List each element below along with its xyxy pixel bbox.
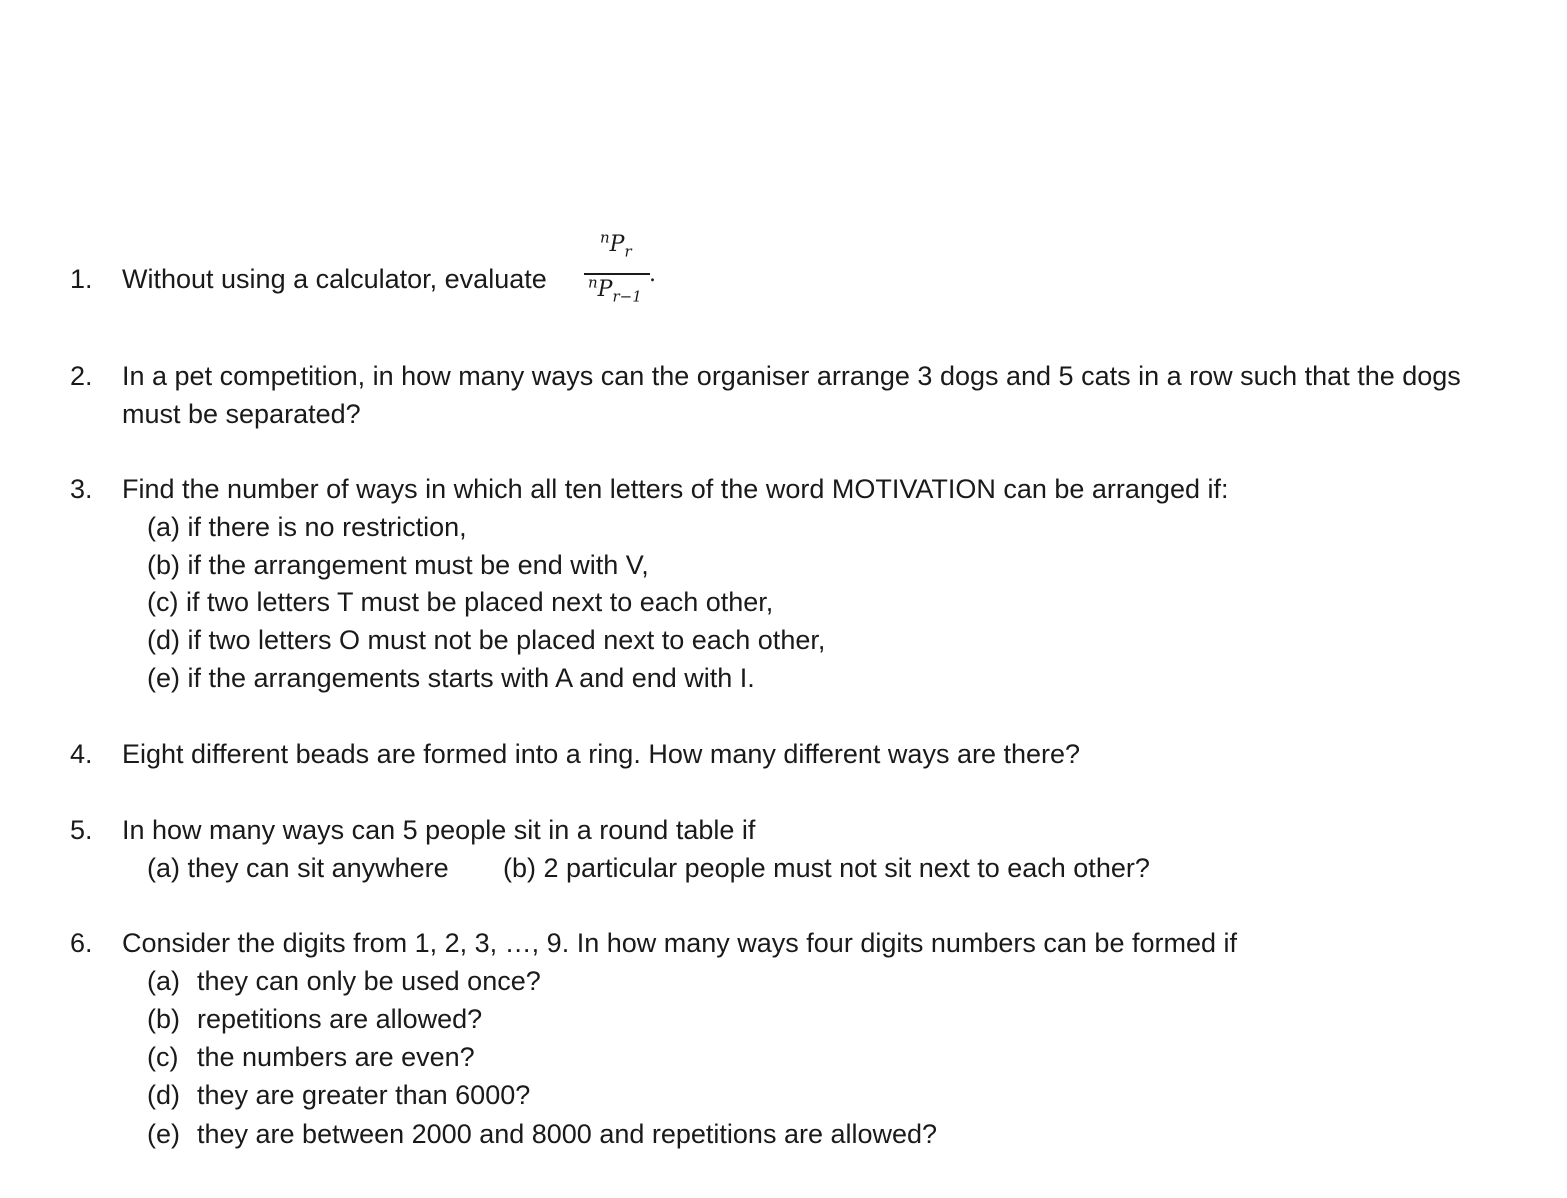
- question-2-number: 2.: [70, 361, 93, 391]
- question-4-text: Eight different beads are formed into a ring. How many different ways are there?: [122, 739, 1081, 769]
- question-3-number: 3.: [70, 474, 93, 504]
- question-6-part-a-text: they can only be used once?: [197, 966, 541, 996]
- question-2-line-2: must be separated?: [122, 399, 361, 429]
- question-1-number: 1.: [70, 264, 93, 294]
- permutation-fraction: [584, 230, 654, 310]
- question-3-part-d: (d) if two letters O must not be placed next to each other,: [147, 625, 826, 655]
- question-6-part-b-label: (b): [147, 1004, 180, 1034]
- fraction-numerator: [600, 228, 632, 261]
- question-5-part-b: (b) 2 particular people must not sit next to each other?: [503, 853, 1150, 883]
- question-1-text: Without using a calculator, evaluate: [122, 264, 547, 294]
- question-6-part-d: [147, 1076, 530, 1114]
- question-6-part-c: [147, 1038, 475, 1076]
- question-6-part-c-label: (c): [147, 1042, 179, 1072]
- numerator-base: P: [609, 232, 625, 257]
- question-3-part-b: (b) if the arrangement must be end with V,: [147, 550, 649, 580]
- question-6-part-b-text: repetitions are allowed?: [197, 1004, 483, 1034]
- question-2-line-1: In a pet competition, in how many ways can the organiser arrange 3 dogs and 5 cats in a row such that the dogs: [122, 361, 1461, 391]
- question-6-part-e-label: (e): [147, 1119, 180, 1149]
- question-3-part-c: (c) if two letters T must be placed next to each other,: [147, 587, 774, 617]
- denominator-superscript: n: [588, 273, 598, 292]
- question-6-part-a-label: (a): [147, 966, 180, 996]
- fraction-denominator: [588, 273, 642, 306]
- question-3-text: Find the number of ways in which all ten letters of the word MOTIVATION can be arranged if:: [122, 474, 1229, 504]
- question-5-text: In how many ways can 5 people sit in a round table if: [122, 815, 756, 845]
- question-6-part-e-text: they are between 2000 and 8000 and repetitions are allowed?: [197, 1119, 938, 1149]
- question-6-part-e: [147, 1115, 937, 1153]
- question-6-part-a: [147, 962, 541, 1000]
- denominator-base: P: [597, 277, 613, 302]
- question-6-text: Consider the digits from 1, 2, 3, …, 9. In how many ways four digits numbers can be formed if: [122, 928, 1238, 958]
- question-5-number: 5.: [70, 815, 93, 845]
- question-6-part-c-text: the numbers are even?: [197, 1042, 475, 1072]
- question-6-part-d-text: they are greater than 6000?: [197, 1080, 531, 1110]
- question-5-part-a: (a) they can sit anywhere: [147, 853, 449, 883]
- numerator-subscript: r: [624, 242, 632, 261]
- question-6-number: 6.: [70, 928, 93, 958]
- denominator-subscript: r−1: [612, 287, 642, 306]
- question-3-part-e: (e) if the arrangements starts with A and end with I.: [147, 663, 755, 693]
- fraction-period: .: [649, 262, 656, 287]
- question-3-part-a: (a) if there is no restriction,: [147, 512, 467, 542]
- question-6-part-d-label: (d): [147, 1080, 180, 1110]
- question-6-part-b: [147, 1000, 482, 1038]
- numerator-superscript: n: [600, 228, 610, 247]
- question-4-number: 4.: [70, 739, 93, 769]
